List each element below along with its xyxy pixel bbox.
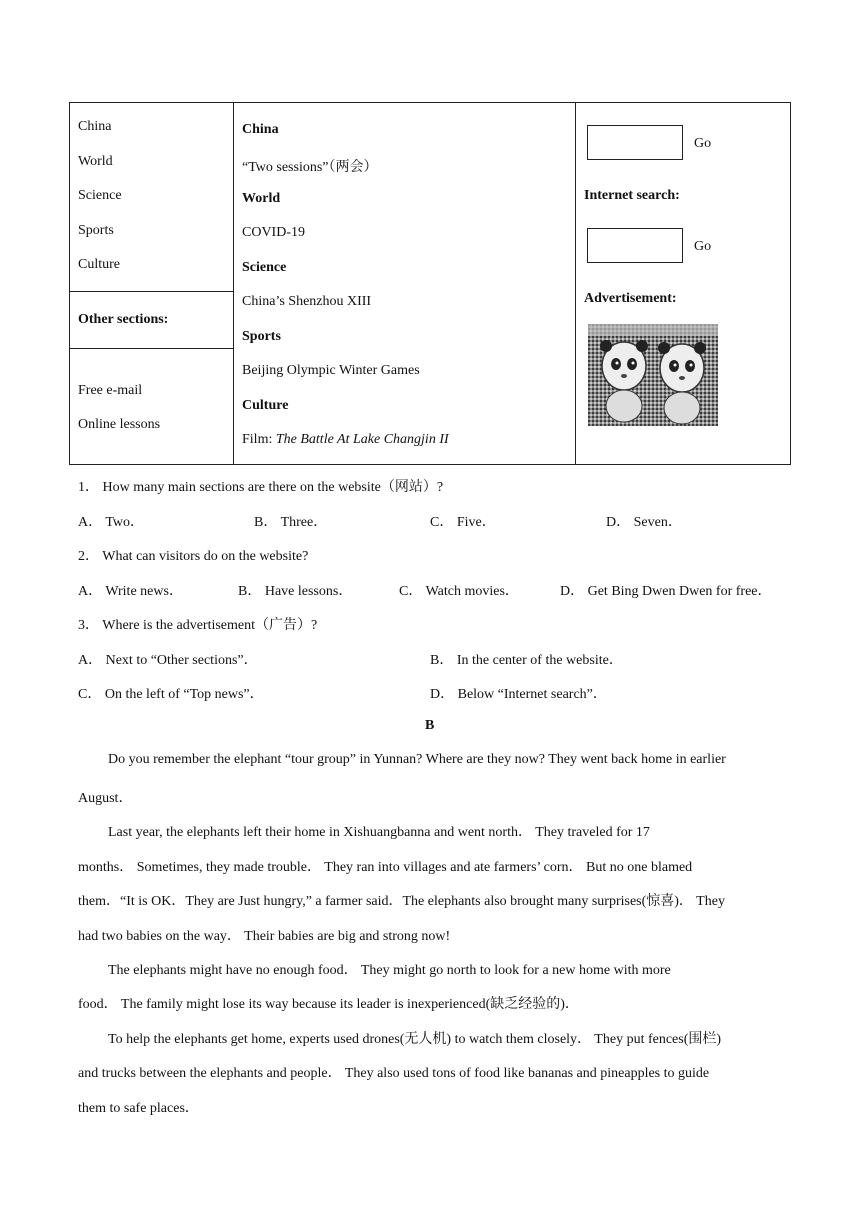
question-1: 1． How many main sections are there on the website（网站）?	[78, 480, 444, 495]
question-3: 3． Where is the advertisement（广告）?	[78, 618, 318, 633]
top-news-column	[234, 103, 576, 464]
passage-line: To help the elephants get home, experts used drones(无人机) to watch them closely． They put fences(围栏)	[108, 1032, 722, 1047]
q3-option-a: A． Next to “Other sections”．	[78, 653, 258, 668]
divider	[70, 348, 233, 349]
news-heading-science: Science	[242, 260, 287, 275]
passage-line: them to safe places．	[78, 1101, 199, 1116]
divider	[70, 291, 233, 292]
news-heading-world: World	[242, 191, 281, 206]
passage-line: food． The family might lose its way because its leader is inexperienced(缺乏经验的)．	[78, 997, 579, 1012]
q2-option-c: C． Watch movies．	[399, 584, 519, 599]
q2-option-d: D． Get Bing Dwen Dwen for free．	[560, 584, 772, 599]
q1-option-d: D． Seven．	[606, 515, 682, 530]
culture-prefix: Film:	[242, 432, 276, 447]
news-item-sports: Beijing Olympic Winter Games	[242, 363, 420, 378]
q2-option-a: A． Write news．	[78, 584, 183, 599]
nav-item-online-lessons: Online lessons	[78, 417, 161, 432]
advertisement-image	[588, 324, 718, 426]
side-column	[576, 103, 790, 464]
news-heading-china: China	[242, 122, 279, 137]
question-2: 2． What can visitors do on the website?	[78, 549, 309, 564]
film-title: The Battle At Lake Changjin II	[275, 432, 449, 447]
internet-search-label: Internet search:	[584, 188, 680, 203]
passage-line: them．“It is OK．They are Just hungry,” a farmer said．The elephants also brought many surprises(惊喜)． They	[78, 894, 725, 909]
passage-line: and trucks between the elephants and people． They also used tons of food like bananas and pineapples to guide	[78, 1066, 710, 1081]
advertisement-label: Advertisement:	[584, 291, 677, 306]
site-search-input[interactable]	[587, 125, 683, 160]
nav-item-culture: Culture	[78, 257, 120, 272]
news-item-science: China’s Shenzhou XIII	[242, 294, 372, 309]
website-layout-table	[69, 102, 791, 465]
q3-option-c: C． On the left of “Top news”．	[78, 687, 264, 702]
passage-line: The elephants might have no enough food． They might go north to look for a new home with more	[108, 963, 671, 978]
nav-item-sports: Sports	[78, 223, 114, 238]
q2-option-b: B． Have lessons．	[238, 584, 353, 599]
site-search-go-button[interactable]: Go	[694, 136, 712, 151]
passage-line: months． Sometimes, they made trouble． They ran into villages and ate farmers’ corn． But no one blamed	[78, 860, 693, 875]
nav-item-world: World	[78, 154, 113, 169]
section-heading-b: B	[425, 718, 435, 733]
nav-item-china: China	[78, 119, 112, 134]
q1-option-a: A． Two．	[78, 515, 145, 530]
internet-search-input[interactable]	[587, 228, 683, 263]
q3-option-d: D． Below “Internet search”．	[430, 687, 607, 702]
news-item-world: COVID-19	[242, 225, 305, 240]
internet-search-go-button[interactable]: Go	[694, 239, 712, 254]
passage-line: Do you remember the elephant “tour group” in Yunnan? Where are they now? They went back home in earlier	[108, 752, 726, 767]
passage-line: August．	[78, 791, 133, 806]
nav-item-free-email: Free e-mail	[78, 383, 143, 398]
news-item-china: “Two sessions”（两会）	[242, 160, 378, 175]
news-item-culture	[242, 432, 449, 448]
nav-column	[70, 103, 234, 464]
nav-item-science: Science	[78, 188, 122, 203]
q3-option-b: B． In the center of the website．	[430, 653, 623, 668]
q1-option-c: C． Five．	[430, 515, 496, 530]
news-heading-sports: Sports	[242, 329, 281, 344]
q1-option-b: B． Three．	[254, 515, 328, 530]
passage-line: Last year, the elephants left their home in Xishuangbanna and went north． They traveled for 17	[108, 825, 650, 840]
other-sections-heading: Other sections:	[78, 312, 169, 327]
news-heading-culture: Culture	[242, 398, 289, 413]
passage-line: had two babies on the way． Their babies are big and strong now!	[78, 929, 451, 944]
